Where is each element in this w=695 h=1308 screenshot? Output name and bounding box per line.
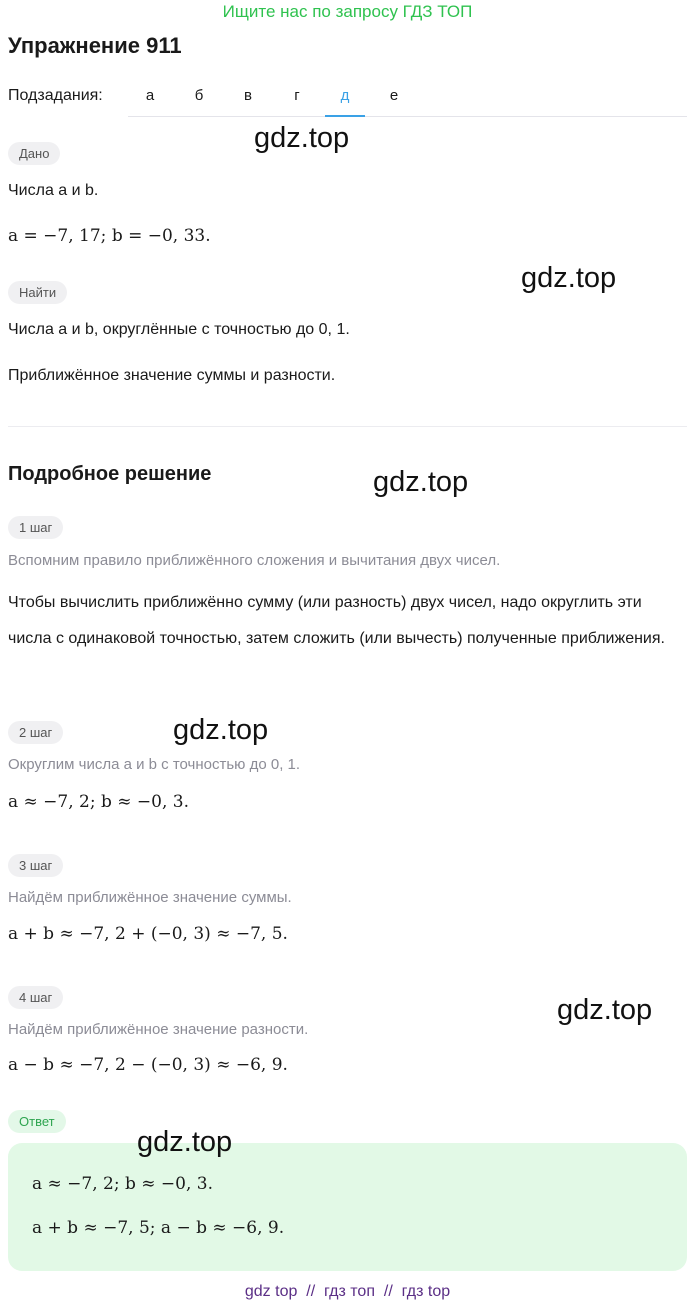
solution-heading: Подробное решение [8, 463, 212, 485]
watermark: gdz.top [173, 714, 269, 746]
find-line-1: Числа a и b, округлённые с точностью до 0, 1. [8, 321, 350, 338]
given-line-1: Числа a и b. [8, 182, 99, 199]
tab-e[interactable]: е [389, 87, 399, 104]
step-3-math: a + b ≈ −7, 2 + (−0, 3) ≈ −7, 5. [8, 924, 288, 944]
given-values: a = −7, 17; b = −0, 33. [8, 226, 211, 246]
watermark: gdz.top [521, 262, 617, 294]
page-title: Упражнение 911 [8, 33, 182, 58]
section-divider [8, 426, 687, 427]
tab-g[interactable]: г [294, 87, 300, 104]
step-4-badge: 4 шаг [8, 986, 63, 1009]
find-line-2: Приближённое значение суммы и разности. [8, 367, 336, 384]
subtasks-tabs [128, 82, 687, 117]
watermark: gdz.top [137, 1126, 233, 1158]
answer-line-1: a ≈ −7, 2; b ≈ −0, 3. [32, 1174, 214, 1194]
watermark: gdz.top [373, 466, 469, 498]
tab-a[interactable]: а [145, 87, 155, 104]
step-1-badge: 1 шаг [8, 516, 63, 539]
answer-box [8, 1143, 687, 1271]
tab-b[interactable]: б [194, 87, 204, 104]
step-2-badge: 2 шаг [8, 721, 63, 744]
watermark: gdz.top [254, 122, 350, 154]
given-badge: Дано [8, 142, 60, 165]
step-3-hint: Найдём приближённое значение суммы. [8, 889, 292, 906]
subtasks-label: Подзадания: [8, 87, 103, 104]
search-banner[interactable]: Ищите нас по запросу ГДЗ ТОП [222, 2, 473, 21]
step-3-badge: 3 шаг [8, 854, 63, 877]
tab-v[interactable]: в [244, 87, 252, 104]
tab-d-active[interactable]: д [325, 87, 365, 117]
footer-links[interactable]: gdz top // гдз топ // гдз top [244, 1283, 451, 1300]
step-1-text: Чтобы вычислить приближённо сумму (или разность) двух чисел, надо округлить эти числа с одинаковой точностью, затем сложить (или вычесть) полученные приближения. [8, 594, 665, 647]
step-4-hint: Найдём приближённое значение разности. [8, 1021, 309, 1038]
step-2-math: a ≈ −7, 2; b ≈ −0, 3. [8, 792, 190, 812]
find-badge: Найти [8, 281, 67, 304]
step-4-math: a − b ≈ −7, 2 − (−0, 3) ≈ −6, 9. [8, 1055, 288, 1075]
answer-line-2: a + b ≈ −7, 5; a − b ≈ −6, 9. [32, 1218, 285, 1238]
watermark: gdz.top [557, 994, 653, 1026]
answer-badge: Ответ [8, 1110, 66, 1133]
step-2-hint: Округлим числа a и b с точностью до 0, 1. [8, 756, 301, 773]
step-1-hint: Вспомним правило приближённого сложения и вычитания двух чисел. [8, 552, 501, 569]
